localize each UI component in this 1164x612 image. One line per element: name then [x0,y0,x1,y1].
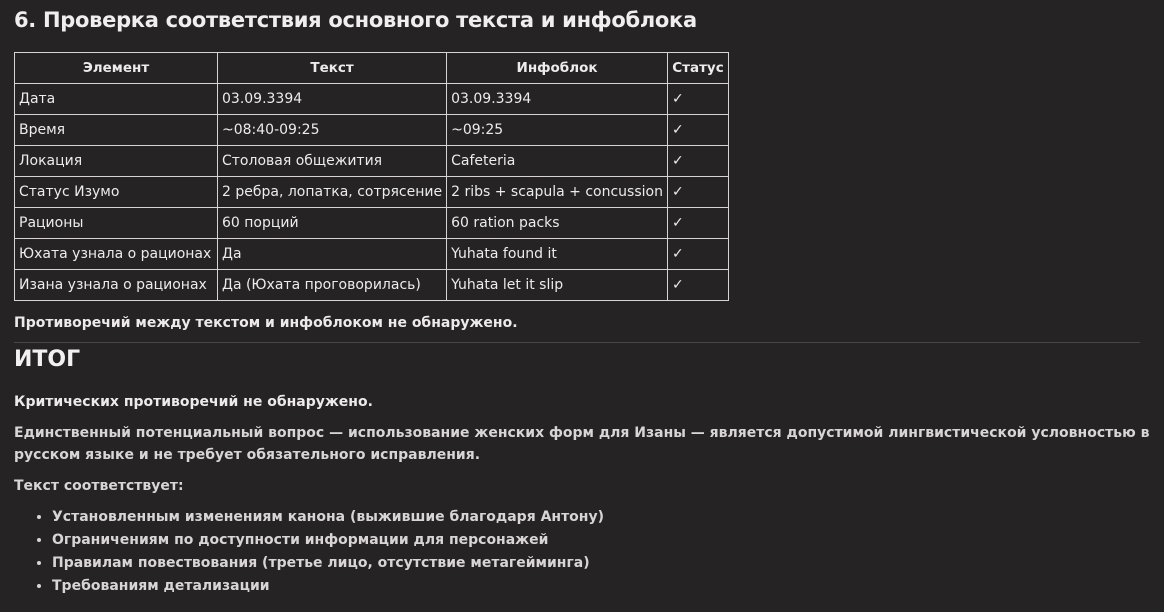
cell-text: ~08:40-09:25 [218,115,447,146]
cell-element: Статус Изумо [15,177,218,208]
cell-text: Столовая общежития [218,146,447,177]
cell-text: 60 порций [218,208,447,239]
check-mark-icon: ✓ [667,115,728,146]
cell-text: Да [218,239,447,270]
table-row [15,270,729,301]
summary-paragraph: Единственный потенциальный вопрос — использование женских форм для Изаны — является допустимой лингвистической условностью в русском языке и не требует обязательного исправления. [14,425,1150,463]
cell-text: 03.09.3394 [218,84,447,115]
cell-infoblock: ~09:25 [447,115,668,146]
list-item: • Ограничениям по доступности информации для персонажей [52,529,1150,552]
table-row [15,177,729,208]
list-intro: Текст соответствует: [14,478,184,494]
table-row [15,239,729,270]
no-contradictions-note: Противоречий между текстом и инфоблоком не обнаружено. [14,315,518,331]
summary-heading: ИТОГ [14,347,81,372]
cell-element: Локация [15,146,218,177]
critical-statement: Критических противоречий не обнаружено. [14,394,373,410]
table-header-row [15,53,729,84]
section-heading: 6. Проверка соответствия основного текста и инфоблока [14,8,697,32]
cell-element: Рационы [15,208,218,239]
check-mark-icon: ✓ [667,84,728,115]
cell-infoblock: 03.09.3394 [447,84,668,115]
cell-infoblock: 2 ribs + scapula + concussion [447,177,668,208]
check-mark-icon: ✓ [667,239,728,270]
cell-infoblock: Yuhata found it [447,239,668,270]
check-mark-icon: ✓ [667,270,728,301]
table-row [15,146,729,177]
cell-element: Время [15,115,218,146]
cell-infoblock: Yuhata let it slip [447,270,668,301]
section-divider [14,342,1140,343]
header-status: Статус [667,53,728,84]
header-element: Элемент [15,53,218,84]
cell-infoblock: 60 ration packs [447,208,668,239]
compliance-list [14,506,1150,598]
cell-element: Юхата узнала о рационах [15,239,218,270]
check-mark-icon: ✓ [667,208,728,239]
list-item: • Установленным изменениям канона (выжившие благодаря Антону) [52,506,1150,529]
cell-text: Да (Юхата проговорилась) [218,270,447,301]
header-infoblock: Инфоблок [447,53,668,84]
table-row [15,115,729,146]
check-mark-icon: ✓ [667,146,728,177]
list-item: • Правилам повествования (третье лицо, отсутствие метагейминга) [52,552,1150,575]
list-item: • Требованиям детализации [52,575,1150,598]
table-row [15,208,729,239]
header-text: Текст [218,53,447,84]
cell-element: Изана узнала о рационах [15,270,218,301]
cell-text: 2 ребра, лопатка, сотрясение [218,177,447,208]
comparison-table [14,52,729,301]
check-mark-icon: ✓ [667,177,728,208]
cell-infoblock: Cafeteria [447,146,668,177]
cell-element: Дата [15,84,218,115]
table-row [15,84,729,115]
